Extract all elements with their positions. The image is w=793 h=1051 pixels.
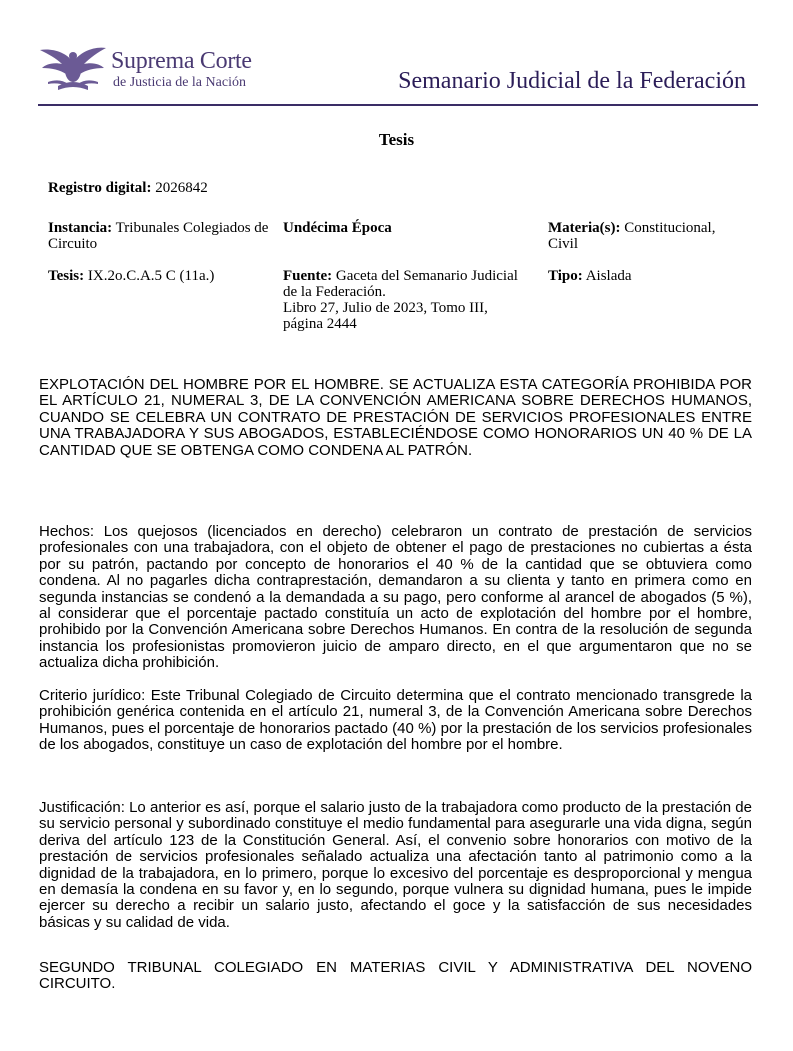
registro-value: 2026842 bbox=[155, 180, 208, 196]
document-title: Tesis bbox=[378, 130, 415, 149]
tipo-value: Aislada bbox=[585, 268, 632, 284]
fuente-label: Fuente: bbox=[283, 268, 333, 284]
materia-label: Materia(s): bbox=[548, 220, 621, 236]
tesis-label: Tesis: bbox=[48, 268, 85, 284]
justificacion-paragraph: Justificación: Lo anterior es así, porque el salario justo de la trabajadora como producto de la prestación de su servicio personal y subordinado constituye el medio fundamental para asegurarle una vida digna, según deriva del artículo 123 de la Constitución General. Así, el convenio sobre honorarios con motivo de la prestación de servicios profesionales señalado actualiza una afectación tanto al patrimonio como a la dignidad de la trabajadora, en lo primero, porque lo excesivo del porcentaje es desproporcional y mengua en demasía la condena en su favor y, en lo segundo, porque vulnera su dignidad humana, pues le impide ejercer su derecho a recibir un salario justo, afectando el goce y la satisfacción de sus necesidades básicas y su calidad de vida. bbox=[39, 799, 752, 931]
epoca bbox=[283, 220, 392, 236]
scjn-logo bbox=[38, 40, 258, 96]
fuente bbox=[283, 268, 523, 332]
org-name: Suprema Corte bbox=[111, 48, 252, 74]
org-subname: de Justicia de la Nación bbox=[113, 75, 246, 90]
page-header bbox=[38, 40, 758, 106]
registro-label: Registro digital: bbox=[48, 180, 152, 196]
instancia-value: Tribunales Colegiados de Circuito bbox=[48, 220, 269, 252]
materia-value: Constitucional, Civil bbox=[548, 220, 716, 252]
criterio-paragraph: Criterio jurídico: Este Tribunal Colegiado de Circuito determina que el contrato mencionado transgrede la prohibición genérica contenida en el artículo 21, numeral 3, de la Convención Americana sobre Derechos Humanos, pues el porcentaje de honorarios pactado (40 %) por la prestación de los servicios profesionales de los abogados, constituye un caso de explotación del hombre por el hombre. bbox=[39, 687, 752, 754]
tribunal-signature: SEGUNDO TRIBUNAL COLEGIADO EN MATERIAS CIVIL Y ADMINISTRATIVA DEL NOVENO CIRCUITO. bbox=[39, 959, 752, 993]
instancia bbox=[48, 220, 273, 252]
hechos-paragraph: Hechos: Los quejosos (licenciados en derecho) celebraron un contrato de prestación de servicios profesionales con una trabajadora, con el objeto de obtener el pago de prestaciones no cubiertas a ésta por su patrón, pactando por concepto de honorarios el 40 % de la cantidad que se obtuviera como condena. Al no pagarles dicha contraprestación, demandaron a su clienta y tanto en primera como en segunda instancias se condenó a la demandada a su pago, pero conforme al arancel de abogados (5 %), al considerar que el porcentaje pactado constituía un acto de explotación del hombre por el hombre, prohibido por la Convención Americana sobre Derechos Humanos. En contra de la resolución de segunda instancia los profesionistas promovieron juicio de amparo directo, en el que argumentaron que no se actualiza dicha prohibición. bbox=[39, 523, 752, 672]
tesis-value: IX.2o.C.A.5 C (11a.) bbox=[87, 268, 215, 284]
fuente-line-4: página 2444 bbox=[283, 316, 357, 332]
tipo bbox=[548, 268, 632, 284]
instancia-label: Instancia: bbox=[48, 220, 113, 236]
tesis-number bbox=[48, 268, 214, 284]
epoca-value: Undécima Época bbox=[283, 220, 392, 236]
tipo-label: Tipo: bbox=[548, 268, 583, 284]
header-divider bbox=[38, 104, 758, 106]
publication-title: Semanario Judicial de la Federación bbox=[398, 68, 746, 94]
registro-digital bbox=[48, 180, 208, 196]
fuente-line-3: Libro 27, Julio de 2023, Tomo III, bbox=[283, 300, 488, 316]
fuente-line-2: de la Federación. bbox=[283, 284, 386, 300]
materia bbox=[548, 220, 748, 252]
eagle-emblem-icon bbox=[38, 42, 108, 94]
rubro-heading: EXPLOTACIÓN DEL HOMBRE POR EL HOMBRE. SE ACTUALIZA ESTA CATEGORÍA PROHIBIDA POR EL ARTÍCULO 21, NUMERAL 3, DE LA CONVENCIÓN AMERICANA SOBRE DERECHOS HUMANOS, CUANDO SE CELEBRA UN CONTRATO DE PRESTACIÓN DE SERVICIOS PROFESIONALES ENTRE UNA TRABAJADORA Y SUS ABOGADOS, ESTABLECIÉNDOSE COMO HONORARIOS UN 40 % DE LA CANTIDAD QUE SE OBTENGA COMO CONDENA AL PATRÓN. bbox=[39, 376, 752, 459]
fuente-line-1: Gaceta del Semanario Judicial bbox=[335, 268, 518, 284]
